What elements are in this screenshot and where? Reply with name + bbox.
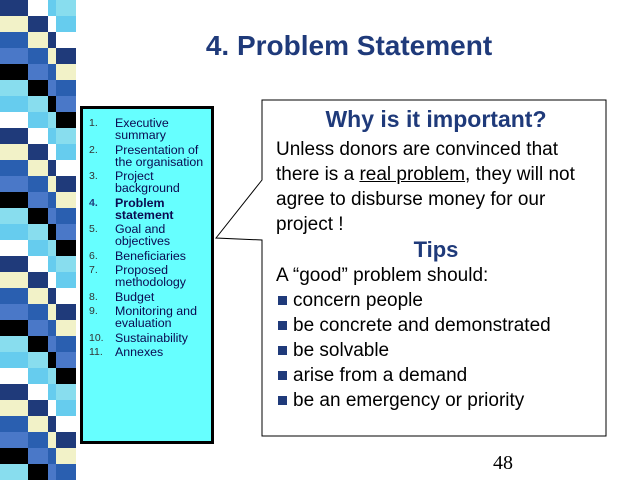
- agenda-item-label: Proposed methodology: [115, 263, 186, 289]
- tips-list: [276, 288, 596, 413]
- agenda-item-label: Annexes: [115, 345, 164, 359]
- tips-heading: Tips: [413, 237, 459, 262]
- tip-item: [276, 388, 596, 413]
- para-before: Unless donors are convinced that there is a: [276, 139, 558, 185]
- agenda-item-label: Goal and objectives: [115, 222, 171, 248]
- agenda-item-label: Sustainability: [115, 330, 189, 345]
- callout-content: [262, 100, 606, 436]
- agenda-item-number: 7.: [89, 264, 98, 276]
- agenda-item-number: 2.: [89, 143, 98, 156]
- square-bullet-icon: [278, 371, 287, 380]
- agenda-item-number: 10.: [89, 331, 104, 344]
- agenda-item-label: Executive summary: [115, 116, 169, 142]
- agenda-item-number: 8.: [89, 290, 98, 303]
- agenda-item-number: 9.: [89, 305, 98, 317]
- square-bullet-icon: [278, 396, 287, 405]
- page-number: 48: [493, 452, 513, 474]
- agenda-item-label: Budget: [115, 289, 155, 304]
- agenda-item-number: 1.: [89, 117, 98, 129]
- callout-heading: Why is it important?: [325, 106, 547, 132]
- square-bullet-icon: [278, 296, 287, 305]
- agenda-item-number: 5.: [89, 223, 98, 235]
- square-bullet-icon: [278, 321, 287, 330]
- tip-text: concern people: [293, 290, 423, 311]
- tips-intro: A “good” problem should:: [276, 265, 489, 286]
- tip-text: be an emergency or priority: [293, 390, 525, 411]
- agenda-item-label: Presentation of the organisation: [115, 142, 204, 169]
- square-bullet-icon: [278, 346, 287, 355]
- agenda-item-label: Beneficiaries: [115, 248, 186, 263]
- agenda-item-label: Project background: [115, 169, 180, 195]
- agenda-item-label: Problem statement: [115, 195, 174, 222]
- agenda-item-label: Monitoring and evaluation: [115, 304, 197, 330]
- tip-text: arise from a demand: [293, 365, 468, 386]
- para-underlined: real problem: [359, 164, 466, 185]
- para-after: , they will not agree to disburse money for our project !: [276, 164, 575, 235]
- callout-paragraph: [276, 137, 596, 237]
- tip-text: be solvable: [293, 340, 390, 361]
- tip-text: be concrete and demonstrated: [293, 315, 551, 336]
- agenda-item-number: 6.: [89, 249, 98, 262]
- tip-item: [276, 338, 596, 363]
- tip-item: [276, 313, 596, 338]
- tip-item: [276, 288, 596, 313]
- tip-item: [276, 363, 596, 388]
- agenda-item-number: 3.: [89, 170, 98, 182]
- slide-title: 4. Problem Statement: [205, 30, 493, 61]
- agenda-item-number: 4.: [89, 196, 98, 209]
- agenda-item-number: 11.: [89, 346, 103, 358]
